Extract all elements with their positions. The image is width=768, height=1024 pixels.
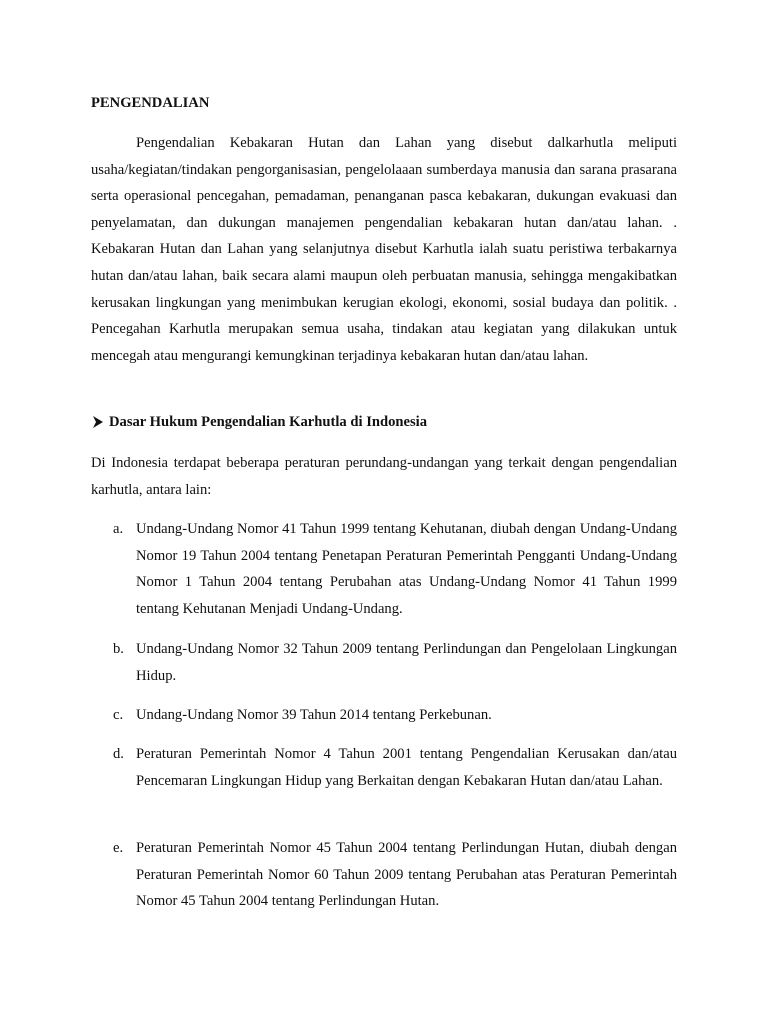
list-item-text: Undang-Undang Nomor 39 Tahun 2014 tentang Perkebunan. (136, 707, 492, 723)
body-paragraph: Pengendalian Kebakaran Hutan dan Lahan yang disebut dalkarhutla meliputi usaha/kegiatan/tindakan pengorganisasian, pengelolaaan sumberdaya manusia dan sarana prasarana serta operasional pencegahan, pemadaman, penanganan pasca kebakaran, dukungan evakuasi dan penyelamatan, dan dukungan manajemen pengendalian kebakaran hutan dan/atau lahan. . Kebakaran Hutan dan Lahan yang selanjutnya disebut Karhutla ialah suatu peristiwa terbakarnya hutan dan/atau lahan, baik secara alami maupun oleh perbuatan manusia, sehingga mengakibatkan kerusakan lingkungan yang menimbukan kerugian ekologi, ekonomi, sosial budaya dan politik. . Pencegahan Karhutla merupakan semua usaha, tindakan atau kegiatan yang dilakukan untuk mencegah atau mengurangi kemungkinan terjadinya kebakaran hutan dan/atau lahan. (91, 135, 677, 364)
list-marker: e. (113, 840, 124, 856)
list-marker: d. (113, 746, 124, 762)
arrowhead-bullet-icon (91, 415, 105, 429)
list-item-text: Peraturan Pemerintah Nomor 45 Tahun 2004 tentang Perlindungan Hutan, diubah dengan Peraturan Pemerintah Nomor 60 Tahun 2009 tentang Perubahan atas Peraturan Pemerintah Nomor 45 Tahun 2004 tentang Perlindungan Hutan. (136, 840, 677, 910)
list-marker: c. (113, 707, 124, 723)
subsection-heading-text: Dasar Hukum Pengendalian Karhutla di Indonesia (109, 414, 428, 430)
list-item-text: Peraturan Pemerintah Nomor 4 Tahun 2001 tentang Pengendalian Kerusakan dan/atau Pencemaran Lingkungan Hidup yang Berkaitan dengan Kebakaran Hutan dan/atau Lahan. (136, 746, 677, 789)
list-item-text: Undang-Undang Nomor 41 Tahun 1999 tentang Kehutanan, diubah dengan Undang-Undang Nomor 19 Tahun 2004 tentang Penetapan Peraturan Pemerintah Pengganti Undang-Undang Nomor 1 Tahun 2004 tentang Perubahan atas Undang-Undang Nomor 41 Tahun 1999 tentang Kehutanan Menjadi Undang-Undang. (136, 521, 677, 617)
list-marker: b. (113, 641, 124, 657)
subsection-heading (91, 411, 677, 433)
section-heading: PENGENDALIAN (91, 95, 210, 111)
list-marker: a. (113, 521, 124, 537)
intro-paragraph: Di Indonesia terdapat beberapa peraturan perundang-undangan yang terkait dengan pengendalian karhutla, antara lain: (91, 455, 677, 498)
list-item-text: Undang-Undang Nomor 32 Tahun 2009 tentang Perlindungan dan Pengelolaan Lingkungan Hidup. (136, 641, 677, 684)
